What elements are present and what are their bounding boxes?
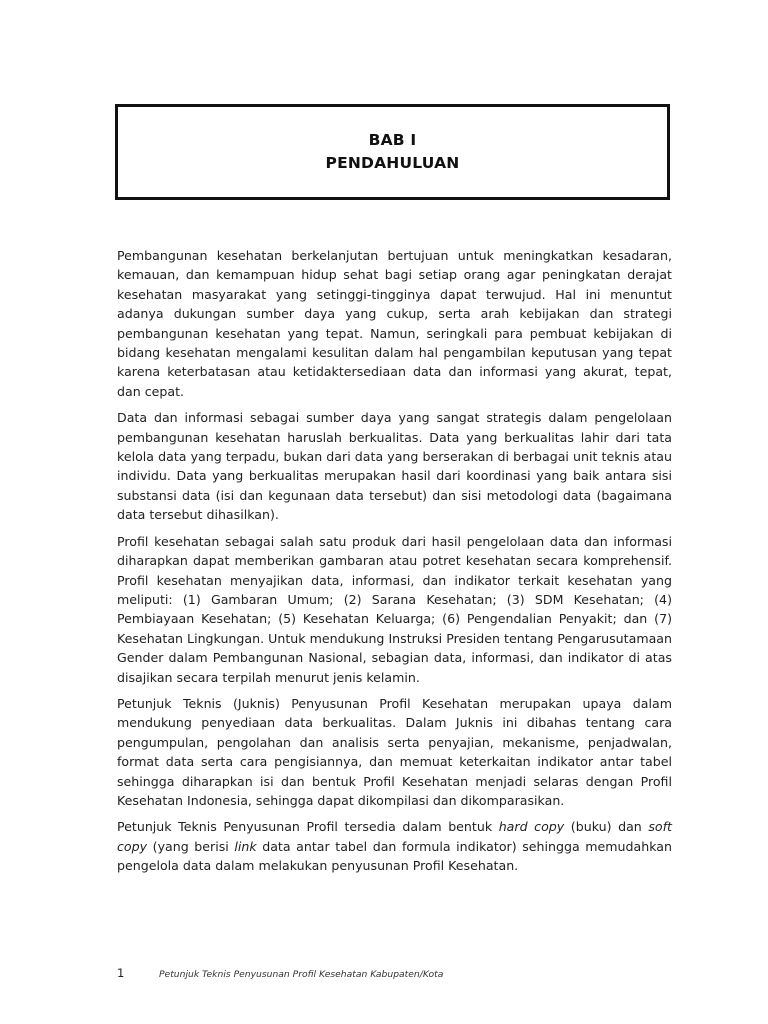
italic-term: soft copy: [117, 819, 672, 854]
paragraph-text: Pembangunan kesehatan berkelanjutan bertujuan untuk meningkatkan kesadaran, kemauan, dan kemampuan hidup sehat bagi setiap orang agar peningkatan derajat kesehatan masyarakat yang setinggi-tingginya dapat terwujud. Hal ini menuntut adanya dukungan sumber daya yang cukup, serta arah kebijakan dan strategi pembangunan kesehatan yang tepat. Namun, seringkali para pembuat kebijakan di bidang kesehatan mengalami kesulitan dalam hal pengambilan keputusan yang tepat karena keterbatasan atau ketidaktersediaan data dan informasi yang akurat, tepat, dan cepat.: [117, 248, 672, 399]
chapter-title-box: [115, 104, 670, 200]
chapter-number: BAB I: [368, 131, 417, 149]
italic-term: hard copy: [498, 819, 565, 835]
paragraph: [117, 817, 672, 875]
chapter-heading: PENDAHULUAN: [325, 154, 460, 172]
italic-term: link: [234, 838, 257, 854]
paragraph: [117, 408, 672, 524]
paragraph-text: (buku) dan: [564, 819, 649, 835]
paragraph-text: Petunjuk Teknis Penyusunan Profil tersedia dalam bentuk: [117, 819, 499, 835]
paragraph: [117, 246, 672, 401]
paragraph-text: Petunjuk Teknis (Juknis) Penyusunan Profil Kesehatan merupakan upaya dalam mendukung penyediaan data berkualitas. Dalam Juknis ini dibahas tentang cara pengumpulan, pengolahan dan analisis serta penyajian, mekanisme, penjadwalan, format data serta cara pengisiannya, dan memuat keterkaitan indikator antar tabel sehingga diharapkan isi dan bentuk Profil Kesehatan menjadi selaras dengan Profil Kesehatan Indonesia, sehingga dapat dikompilasi dan dikomparasikan.: [117, 695, 672, 808]
paragraph: [117, 694, 672, 810]
page-number: 1: [117, 966, 125, 980]
paragraph: [117, 532, 672, 687]
page-footer: [117, 966, 672, 980]
paragraph-text: Profil kesehatan sebagai salah satu produk dari hasil pengelolaan data dan informasi diharapkan dapat memberikan gambaran atau potret kesehatan secara komprehensif. Profil kesehatan menyajikan data, informasi, dan indikator terkait kesehatan yang meliputi: (1) Gambaran Umum; (2) Sarana Kesehatan; (3) SDM Kesehatan; (4) Pembiayaan Kesehatan; (5) Kesehatan Keluarga; (6) Pengendalian Penyakit; dan (7) Kesehatan Lingkungan. Untuk mendukung Instruksi Presiden tentang Pengarusutamaan Gender dalam Pembangunan Nasional, sebagian data, informasi, dan indikator di atas disajikan secara terpilah menurut jenis kelamin.: [117, 533, 672, 685]
paragraph-text: data antar tabel dan formula indikator) sehingga memudahkan pengelola data dalam melakukan penyusunan Profil Kesehatan.: [117, 838, 672, 874]
paragraph-text: Data dan informasi sebagai sumber daya yang sangat strategis dalam pengelolaan pembangunan kesehatan haruslah berkualitas. Data yang berkualitas lahir dari tata kelola data yang terpadu, bukan dari data yang berserakan di berbagai unit teknis atau individu. Data yang berkualitas merupakan hasil dari koordinasi yang baik antara sisi substansi data (isi dan kegunaan data tersebut) dan sisi metodologi data (bagaimana data tersebut dihasilkan).: [117, 410, 672, 523]
body-text: [117, 246, 672, 883]
paragraph-text: (yang berisi: [147, 838, 235, 854]
running-title: Petunjuk Teknis Penyusunan Profil Kesehatan Kabupaten/Kota: [159, 969, 444, 980]
